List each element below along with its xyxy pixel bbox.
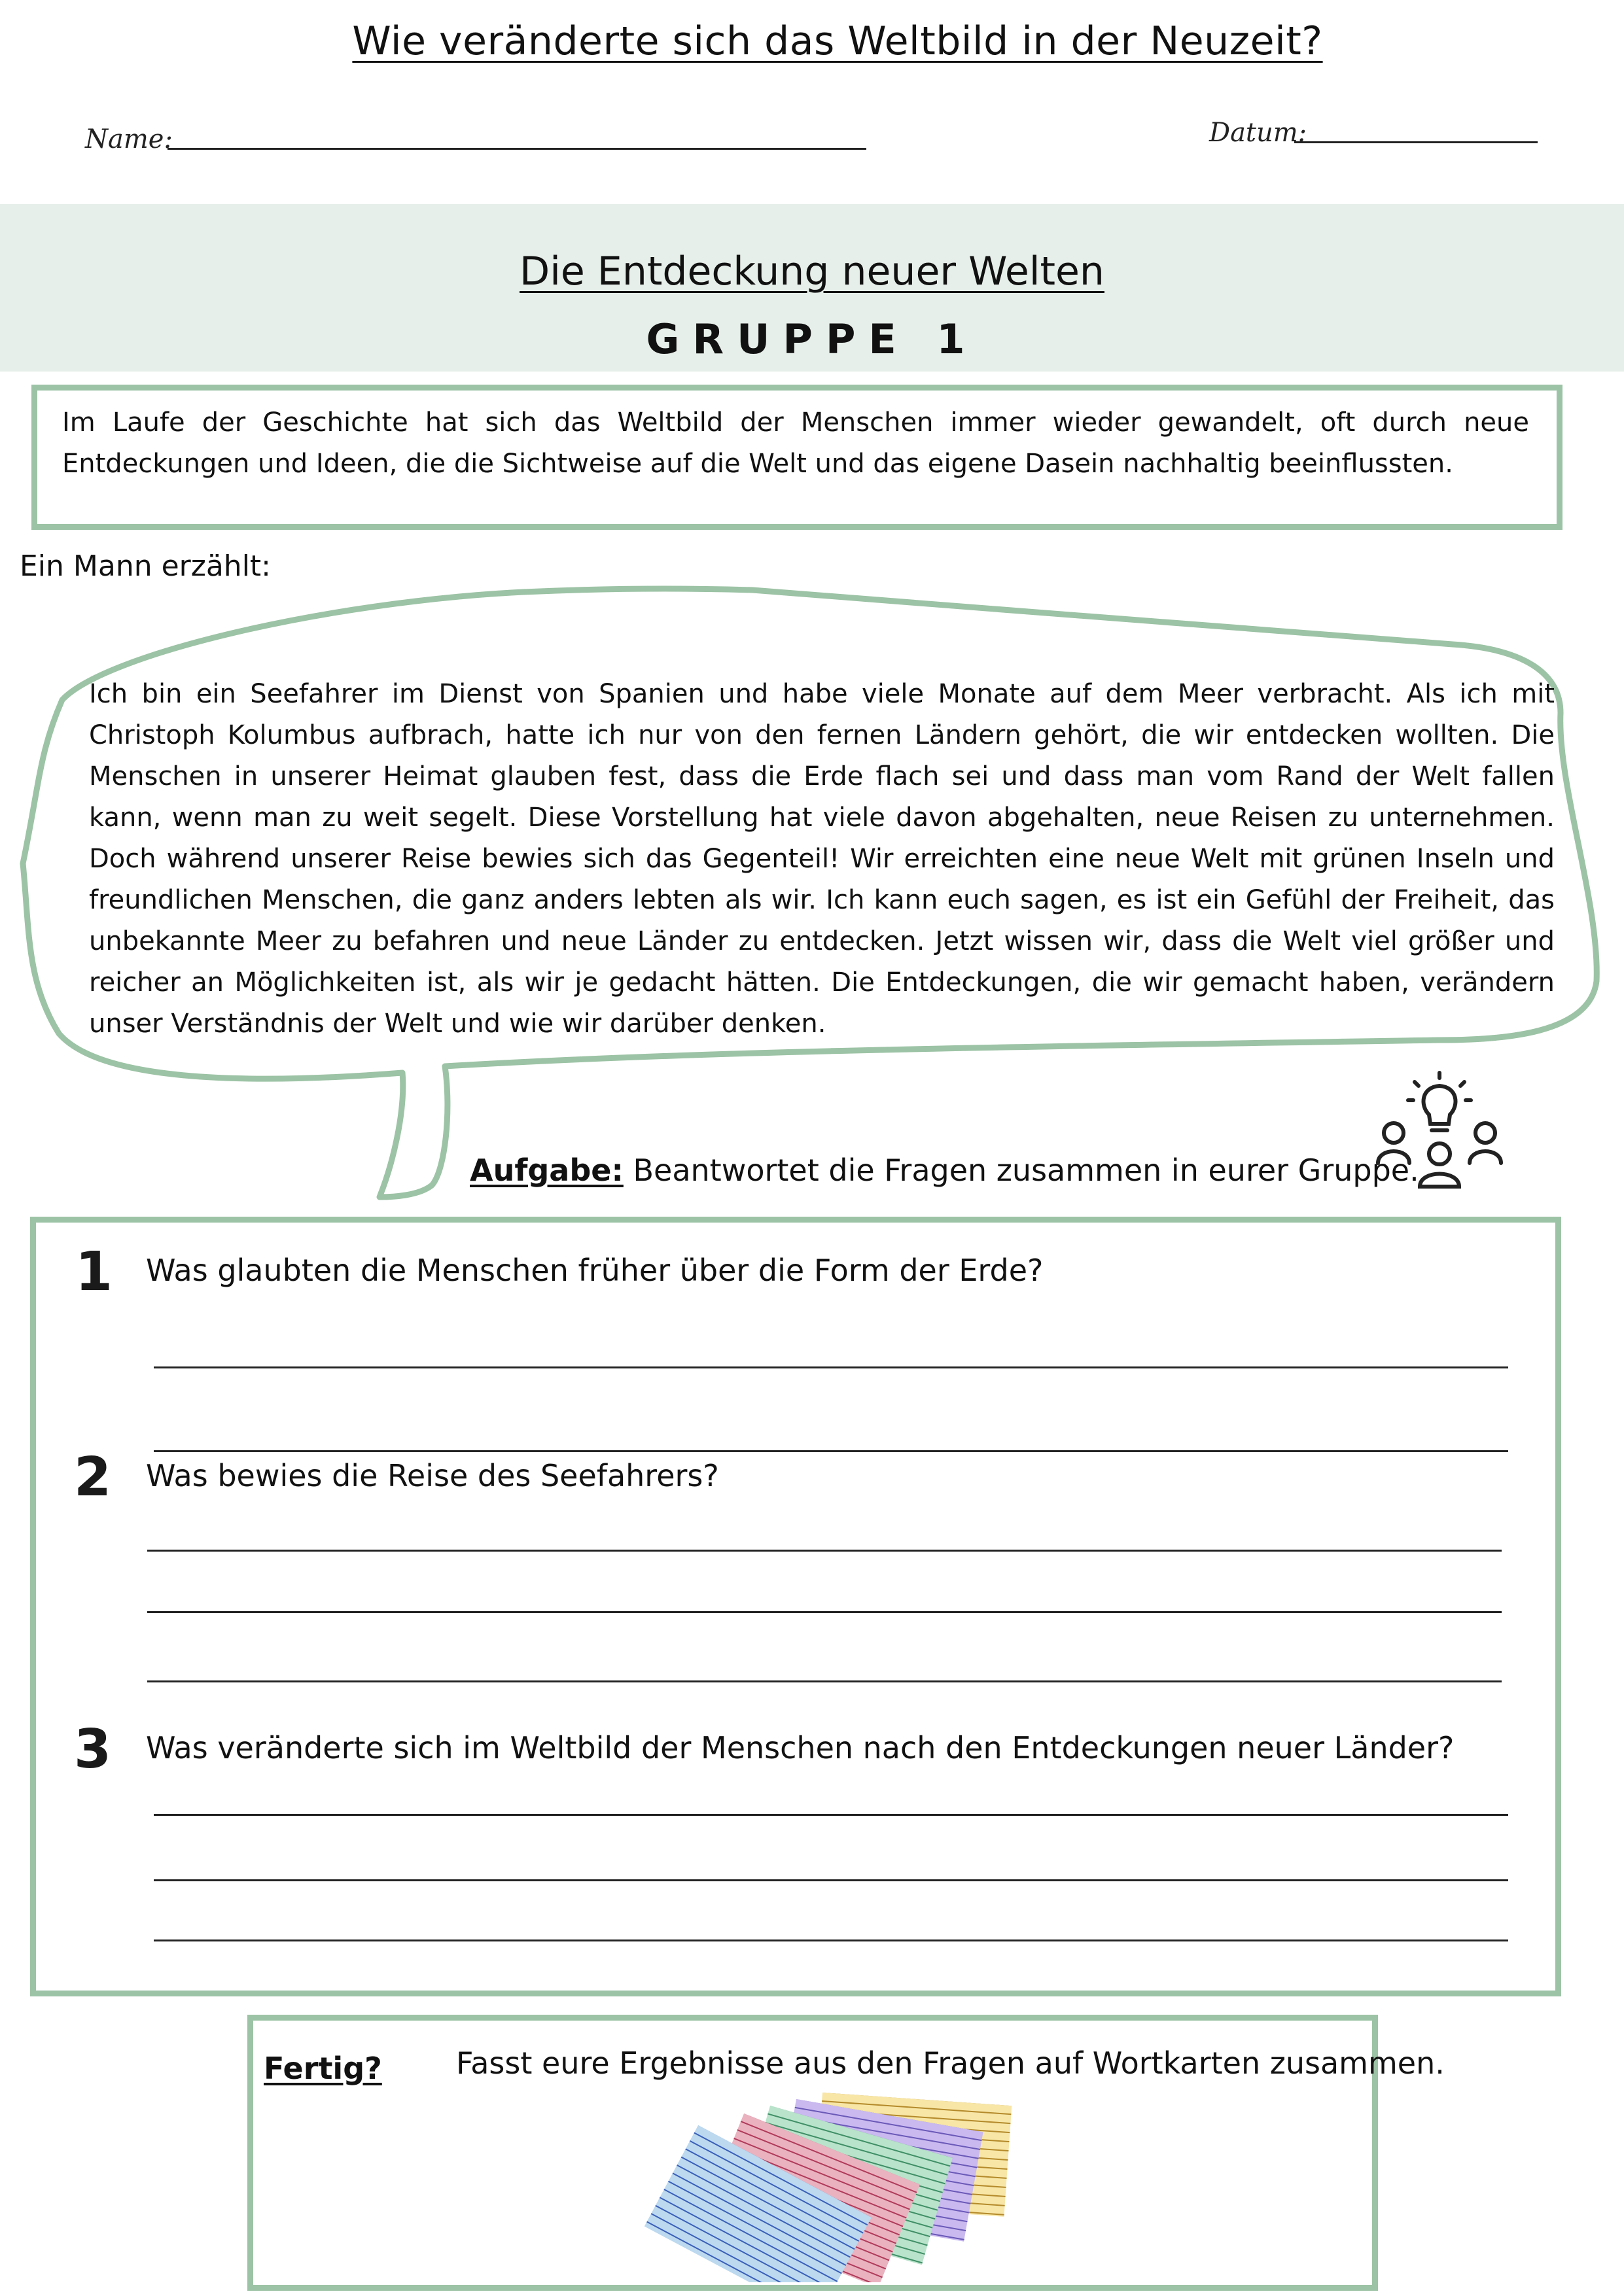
date-input-line[interactable] (1294, 141, 1538, 143)
answer-line[interactable] (154, 1450, 1508, 1452)
questions-box (30, 1217, 1561, 1996)
finished-label: Fertig? (264, 2051, 382, 2086)
question-number: 1 (75, 1241, 113, 1303)
name-input-line[interactable] (168, 148, 866, 150)
task-instruction (470, 1153, 1419, 1188)
finished-box (247, 2015, 1445, 2291)
index-cards-illustration (620, 2086, 1025, 2282)
finished-text: Fasst eure Ergebnisse aus den Fragen auf Wortkarten zusammen. (456, 2045, 1445, 2081)
question-text: Was glaubten die Menschen früher über die Form der Erde? (146, 1253, 1044, 1288)
question-text: Was bewies die Reise des Seefahrers? (146, 1458, 719, 1493)
worksheet-title: Wie veränderte sich das Weltbild in der Neuzeit? (352, 18, 1323, 64)
task-text: Beantwortet die Fragen zusammen in eurer Gruppe. (623, 1153, 1419, 1188)
date-label: Datum: (1209, 118, 1307, 148)
section-subtitle: Die Entdeckung neuer Welten (520, 249, 1104, 294)
question-number: 2 (74, 1446, 112, 1508)
intro-box (31, 385, 1562, 530)
answer-line[interactable] (154, 1939, 1508, 1941)
narrator-label: Ein Mann erzählt: (20, 549, 271, 583)
group-heading: GRUPPE 1 (646, 315, 978, 363)
task-label: Aufgabe: (470, 1153, 624, 1188)
question-number: 3 (74, 1718, 112, 1781)
answer-line[interactable] (154, 1879, 1508, 1881)
answer-line[interactable] (154, 1366, 1508, 1368)
answer-line[interactable] (147, 1550, 1502, 1552)
answer-line[interactable] (147, 1680, 1502, 1682)
name-label: Name: (85, 124, 173, 154)
answer-line[interactable] (147, 1611, 1502, 1613)
intro-text: Im Laufe der Geschichte hat sich das Weltbild der Menschen immer wieder gewandelt, oft durch neue Entdeckungen und Ideen, die die Sichtweise auf die Welt und das eigene Dasein nachhaltig beeinflussten. (62, 408, 1529, 479)
group-idea-icon (1374, 1068, 1505, 1192)
story-text: Ich bin ein Seefahrer im Dienst von Spanien und habe viele Monate auf dem Meer verbracht. Als ich mit Christoph Kolumbus aufbrach, hatte ich nur von den fernen Ländern gehört, die wir entdecken wollten. Die Menschen in unserer Heimat glauben fest, dass die Erde flach sei und dass man vom Rand der Welt fallen kann, wenn man zu weit segelt. Diese Vorstellung hat viele davon abgehalten, neue Reisen zu unternehmen. Doch während unserer Reise bewies sich das Gegenteil! Wir erreichten eine neue Welt mit grünen Inseln und freundlichen Menschen, die ganz anders lebten als wir. Ich kann euch sagen, es ist ein Gefühl der Freiheit, das unbekannte Meer zu befahren und neue Länder zu entdecken. Jetzt wissen wir, dass die Welt viel größer und reicher an Möglichkeiten ist, als wir je gedacht hätten. Die Entdeckungen, die wir gemacht haben, verändern unser Verständnis der Welt und wie wir darüber denken. (89, 679, 1555, 1039)
question-text: Was veränderte sich im Weltbild der Menschen nach den Entdeckungen neuer Länder? (146, 1730, 1455, 1765)
answer-line[interactable] (154, 1814, 1508, 1816)
